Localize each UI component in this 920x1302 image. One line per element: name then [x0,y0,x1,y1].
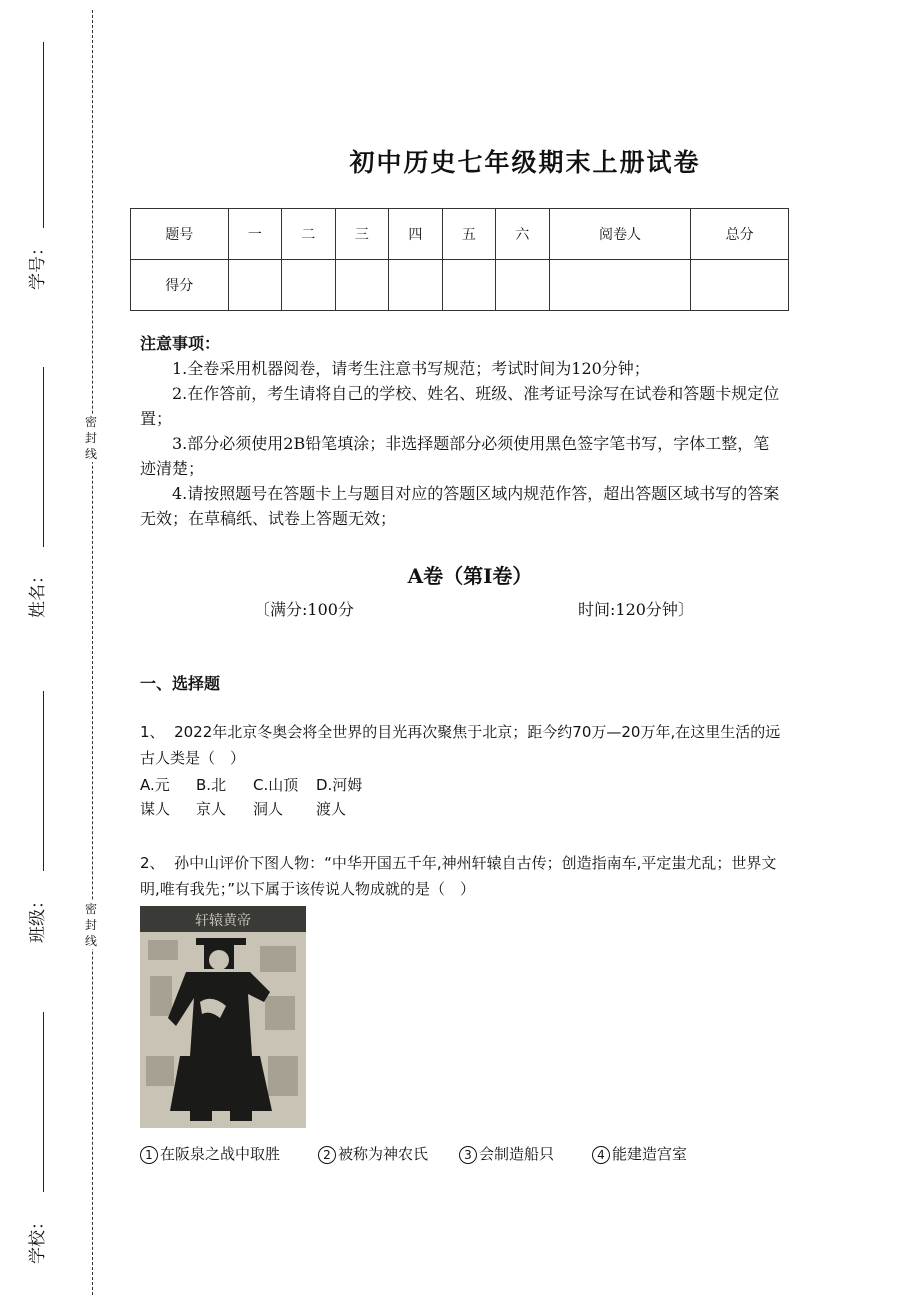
binding-line-school [43,1012,44,1192]
seal-dashed-line [92,10,93,1295]
option-a[interactable] [140,773,200,821]
school-label: 学校： [28,1213,48,1264]
score-cell[interactable] [549,260,691,311]
notice-item: 2.在作答前，考生请将自己的学校、姓名、班级、准考证号涂写在试卷和答题卡规定位置； [140,384,780,428]
option-text-line1: 山顶 [268,776,299,794]
option-letter: B. [196,776,212,794]
option-mark: 1 [140,1146,158,1164]
option-text-line1: 北 [211,776,227,794]
option-letter: D. [316,776,333,794]
q2-option-1[interactable] [140,1143,280,1164]
score-table-header-row [131,209,789,260]
option-letter: A. [140,776,155,794]
score-cell[interactable] [691,260,789,311]
score-cell[interactable] [389,260,443,311]
option-b[interactable] [196,773,256,821]
score-row-label: 得分 [131,260,229,311]
score-cell[interactable] [228,260,282,311]
option-mark: 4 [592,1146,610,1164]
question-2 [140,850,790,902]
notice-block [140,331,785,531]
option-text-line1: 河姆 [332,776,363,794]
image-caption: 轩辕黄帝 [195,913,251,929]
huangdi-image [140,906,306,1128]
question-text: 2022年北京冬奥会将全世界的目光再次聚焦于北京；距今约70万—20万年,在这里生活的远古人类是（ ） [140,723,781,767]
score-header-cell: 题号 [131,209,229,260]
score-header-cell: 四 [389,209,443,260]
score-table [130,208,789,311]
option-text-line2: 渡人 [316,800,347,818]
question-text: 孙中山评价下图人物：“中华开国五千年,神州轩辕自古传；创造指南车,平定蚩尤乱；世界文明,唯有我先；”以下属于该传说人物成就的是（ ） [140,854,777,898]
score-cell[interactable] [442,260,496,311]
option-text-line2: 谋人 [140,800,171,818]
score-header-cell: 总分 [691,209,789,260]
score-table-score-row [131,260,789,311]
score-header-cell: 三 [335,209,389,260]
option-text-line2: 洞人 [253,800,284,818]
option-d[interactable] [316,773,376,821]
question-1 [140,719,790,771]
option-c[interactable] [253,773,313,821]
section-title: 一、选择题 [140,674,221,693]
notice-item: 4.请按照题号在答题卡上与题目对应的答题区域内规范作答，超出答题区域书写的答案无效；在草稿纸、试卷上答题无效； [140,484,780,528]
score-cell[interactable] [496,260,550,311]
score-cell[interactable] [282,260,336,311]
option-text-line1: 元 [154,776,170,794]
name-label: 姓名： [28,567,48,618]
option-text: 能建造宫室 [612,1145,688,1163]
notice-title: 注意事项： [140,334,221,353]
q2-option-4[interactable] [592,1143,687,1164]
option-mark: 2 [318,1146,336,1164]
seal-text-bottom: 密封线 [84,902,97,948]
exam-time: 时间:120分钟〕 [578,600,694,619]
question-number: 1、 [140,723,165,741]
option-text-line2: 京人 [196,800,227,818]
score-header-cell: 六 [496,209,550,260]
question-number: 2、 [140,854,165,872]
paper-section-title: A卷（第I卷） [407,564,533,588]
option-text: 在阪泉之战中取胜 [160,1145,281,1163]
option-mark: 3 [459,1146,477,1164]
option-text: 被称为神农氏 [338,1145,429,1163]
binding-line-student-id [43,42,44,228]
notice-item: 3.部分必须使用2B铅笔填涂；非选择题部分必须使用黑色签字笔书写，字体工整，笔迹清楚； [140,434,770,478]
notice-item: 1.全卷采用机器阅卷，请考生注意书写规范；考试时间为120分钟； [172,359,650,378]
option-text: 会制造船只 [479,1145,555,1163]
q2-option-2[interactable] [318,1143,428,1164]
binding-line-name [43,367,44,547]
score-cell[interactable] [335,260,389,311]
question-1-options [140,773,440,825]
class-label: 班级： [28,892,48,943]
binding-line-class [43,691,44,871]
score-header-cell: 一 [228,209,282,260]
seal-text-top: 密封线 [84,415,97,461]
score-header-cell: 五 [442,209,496,260]
q2-option-3[interactable] [459,1143,554,1164]
score-header-cell: 阅卷人 [549,209,691,260]
student-id-label: 学号： [28,239,48,290]
full-score: 〔满分:100分 [254,600,354,619]
huangdi-illustration [140,906,306,1128]
option-letter: C. [253,776,269,794]
score-header-cell: 二 [282,209,336,260]
exam-title: 初中历史七年级期末上册试卷 [349,148,701,177]
